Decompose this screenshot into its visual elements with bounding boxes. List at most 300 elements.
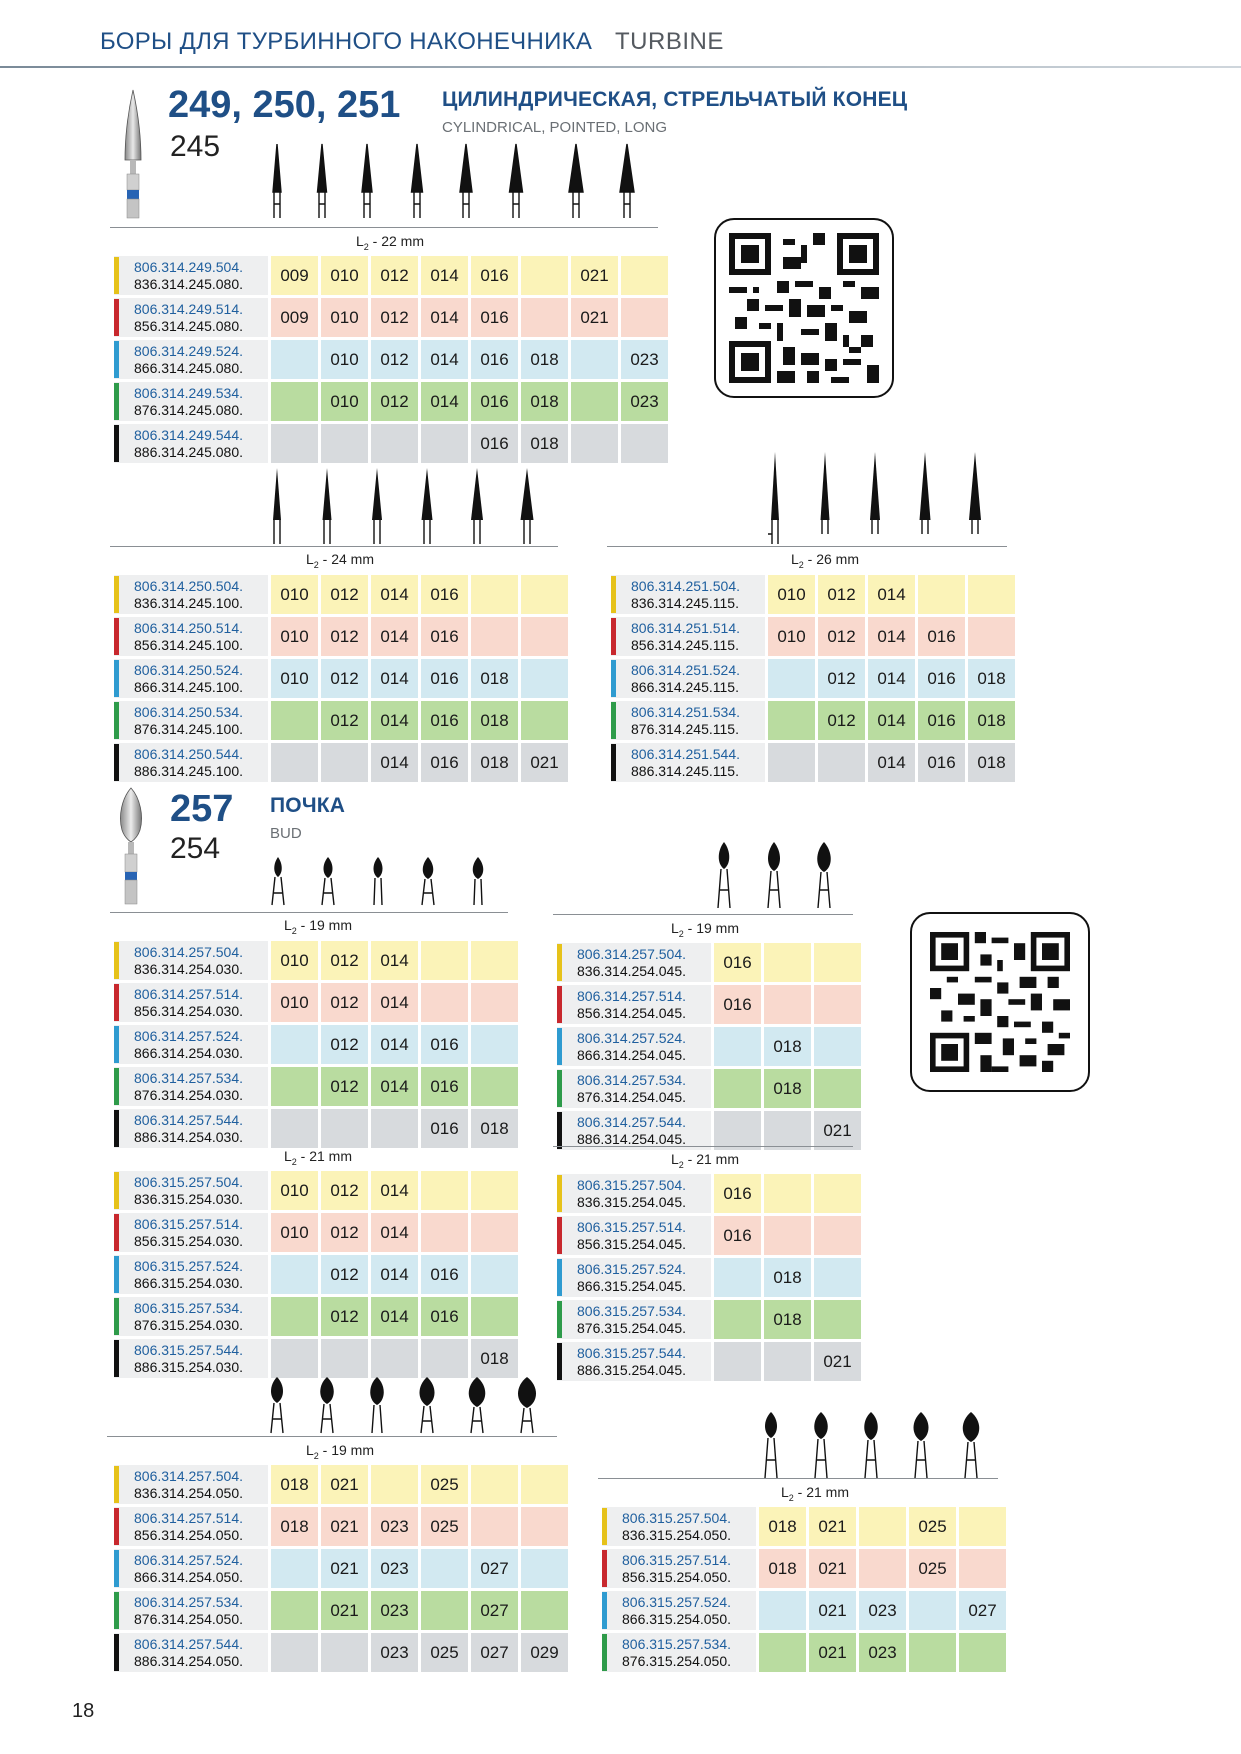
code-primary: 806.314.257.514. [577,987,686,1004]
size-cell: 018 [271,1465,318,1504]
size-cell: 010 [271,983,318,1022]
grit-color-stripe [114,984,119,1021]
size-cell: 012 [818,575,865,614]
table-row [114,1297,518,1336]
catalog-codes [557,1111,711,1150]
table-row [114,575,568,614]
grit-color-stripe [557,1028,562,1065]
size-cell [521,1549,568,1588]
size-cell [471,1067,518,1106]
code-primary: 806.314.257.524. [577,1029,686,1046]
shape-code: 254 [170,832,221,865]
size-cell: 012 [321,1025,368,1064]
size-cell: 010 [271,575,318,614]
size-cell [859,1549,906,1588]
bur-table-257-19mm [111,938,521,1151]
code-secondary: 886.314.245.080. [134,443,243,460]
size-cell [471,983,518,1022]
code-secondary: 866.314.245.100. [134,678,243,695]
size-cell: 021 [571,298,618,337]
size-cell: 014 [421,298,468,337]
grit-color-stripe [557,1112,562,1149]
size-cell [271,1255,318,1294]
table-row [557,1258,861,1297]
size-cell: 012 [321,1067,368,1106]
code-secondary: 886.314.254.050. [134,1652,243,1669]
catalog-codes [114,1067,268,1106]
code-secondary: 856.314.245.100. [134,636,243,653]
size-cell: 010 [321,340,368,379]
catalog-codes [557,943,711,982]
size-cell: 016 [421,1109,468,1148]
code-secondary: 866.315.254.045. [577,1277,686,1294]
catalog-codes [611,743,765,782]
size-cell: 016 [918,659,965,698]
grit-color-stripe [611,618,616,655]
catalog-codes [114,382,268,421]
page-header-title-en: TURBINE [615,28,724,55]
page-header-title-ru: БОРЫ ДЛЯ ТУРБИННОГО НАКОНЕЧНИКА [100,28,593,55]
size-cell: 018 [471,1339,518,1378]
size-cell: 012 [321,659,368,698]
bur-table-257-19mm-045 [554,940,864,1153]
grit-color-stripe [602,1634,607,1671]
size-cell [321,1633,368,1672]
catalog-codes [114,1213,268,1252]
size-cell: 018 [471,659,518,698]
size-cell [271,382,318,421]
size-cell [759,1591,806,1630]
table-row [114,743,568,782]
size-cell [271,340,318,379]
size-cell [968,617,1015,656]
grit-color-stripe [114,942,119,979]
size-cell: 021 [521,743,568,782]
code-primary: 806.315.257.534. [577,1302,686,1319]
catalog-codes [114,743,268,782]
grit-color-stripe [114,702,119,739]
catalog-codes [114,1549,268,1588]
page-number: 18 [72,1700,95,1722]
size-cell: 014 [371,1025,418,1064]
size-cell: 021 [809,1633,856,1672]
size-cell [571,340,618,379]
grit-color-stripe [602,1550,607,1587]
size-cell: 016 [471,340,518,379]
size-cell [471,1025,518,1064]
catalog-codes [114,340,268,379]
size-cell [714,1069,761,1108]
size-cell: 016 [421,1067,468,1106]
size-cell: 023 [621,340,668,379]
qr-code-icon [729,233,879,383]
grit-color-stripe [114,576,119,613]
size-cell: 014 [371,575,418,614]
bur-size-silhouettes [765,450,995,551]
grit-color-stripe [557,1301,562,1338]
code-secondary: 836.314.254.045. [577,962,686,979]
code-secondary: 886.315.254.045. [577,1361,686,1378]
size-cell [421,1171,468,1210]
bur-size-silhouettes [712,840,842,915]
size-cell: 014 [371,743,418,782]
code-secondary: 836.314.245.100. [134,594,243,611]
size-cell [814,1216,861,1255]
code-primary: 806.314.251.534. [631,703,740,720]
size-cell: 027 [959,1591,1006,1630]
size-cell [471,617,518,656]
length-label: $L_2 - 19$ mm [283,917,353,936]
code-primary: 806.314.257.544. [134,1111,243,1128]
length-label: $L_2 - 19$ mm [670,920,740,939]
size-cell: 018 [521,340,568,379]
catalog-codes [557,1216,711,1255]
size-cell: 016 [714,1174,761,1213]
qr-code-icon [930,932,1070,1072]
bur-size-silhouettes [264,1375,550,1440]
size-cell: 027 [471,1633,518,1672]
size-cell [471,1507,518,1546]
size-cell: 016 [421,659,468,698]
code-primary: 806.314.251.544. [631,745,740,762]
size-cell: 014 [371,617,418,656]
size-cell: 012 [321,1297,368,1336]
code-secondary: 876.315.254.045. [577,1319,686,1336]
bur-table-257-21mm [111,1168,521,1381]
size-cell: 027 [471,1591,518,1630]
size-cell: 016 [918,743,965,782]
size-cell: 014 [421,382,468,421]
catalog-codes [611,575,765,614]
catalog-codes [602,1633,756,1672]
size-cell [271,1297,318,1336]
code-primary: 806.315.257.514. [577,1218,686,1235]
code-secondary: 886.315.254.030. [134,1358,243,1375]
table-row [114,256,668,295]
grit-color-stripe [557,986,562,1023]
bur-photo-icon-254 [116,786,146,906]
size-cell: 021 [321,1549,368,1588]
code-primary: 806.314.257.534. [134,1069,243,1086]
size-cell: 014 [371,941,418,980]
table-row [611,617,1015,656]
catalog-codes [557,1342,711,1381]
size-cell: 014 [371,1297,418,1336]
size-cell [621,256,668,295]
grit-color-stripe [114,1256,119,1293]
code-primary: 806.314.249.534. [134,384,243,401]
catalog-codes [114,256,268,295]
size-cell: 010 [768,575,815,614]
table-row [114,298,668,337]
size-cell: 016 [421,575,468,614]
size-cell [714,1300,761,1339]
size-cell: 012 [321,1171,368,1210]
size-cell: 021 [809,1507,856,1546]
catalog-codes [114,1025,268,1064]
grit-color-stripe [114,1298,119,1335]
code-secondary: 856.314.254.030. [134,1002,243,1019]
table-rule [553,1146,853,1147]
size-cell [768,743,815,782]
catalog-codes [557,1300,711,1339]
size-cell: 016 [421,701,468,740]
size-cell: 016 [421,743,468,782]
size-cell: 014 [371,659,418,698]
code-primary: 806.314.257.524. [134,1027,243,1044]
catalog-codes [557,1258,711,1297]
code-primary: 806.314.257.534. [134,1593,243,1610]
catalog-codes [114,298,268,337]
size-cell [321,424,368,463]
grit-color-stripe [557,1343,562,1380]
catalog-codes [557,1027,711,1066]
size-cell [859,1507,906,1546]
size-cell [571,424,618,463]
size-cell: 021 [321,1591,368,1630]
grit-color-stripe [602,1592,607,1629]
code-primary: 806.314.250.524. [134,661,243,678]
grit-color-stripe [114,425,119,462]
table-row [557,1300,861,1339]
code-secondary: 866.315.254.050. [622,1610,731,1627]
size-cell [814,1174,861,1213]
grit-color-stripe [114,1068,119,1105]
size-cell: 009 [271,256,318,295]
bur-table-251 [608,572,1018,785]
table-row [114,659,568,698]
code-primary: 806.314.251.524. [631,661,740,678]
model-numbers: 249, 250, 251 [168,84,401,126]
table-row [557,1216,861,1255]
code-primary: 806.314.249.544. [134,426,243,443]
table-row [114,1025,518,1064]
size-cell: 018 [764,1069,811,1108]
size-cell: 023 [371,1549,418,1588]
size-cell [471,1255,518,1294]
shape-code: 245 [170,130,221,163]
code-secondary: 866.314.254.050. [134,1568,243,1585]
catalog-codes [114,941,268,980]
code-secondary: 836.315.254.045. [577,1193,686,1210]
catalog-codes [602,1549,756,1588]
table-row [602,1507,1006,1546]
size-cell: 014 [868,659,915,698]
catalog-codes [114,1297,268,1336]
size-cell: 025 [421,1465,468,1504]
size-cell: 018 [271,1507,318,1546]
code-primary: 806.314.250.544. [134,745,243,762]
size-cell: 023 [859,1591,906,1630]
grit-color-stripe [114,744,119,781]
size-cell [521,298,568,337]
bur-table-250 [111,572,571,785]
catalog-codes [557,985,711,1024]
code-secondary: 856.315.254.030. [134,1232,243,1249]
table-row [557,1111,861,1150]
code-primary: 806.314.251.504. [631,577,740,594]
size-cell [471,1297,518,1336]
code-primary: 806.314.257.534. [577,1071,686,1088]
table-row [602,1591,1006,1630]
length-label: $L_2 - 21$ mm [670,1151,740,1170]
table-row [114,424,668,463]
table-row [611,701,1015,740]
size-cell: 014 [371,1213,418,1252]
table-row [114,1591,568,1630]
bur-table-257-21mm-045 [554,1171,864,1384]
code-primary: 806.315.257.544. [577,1344,686,1361]
table-row [611,575,1015,614]
size-cell: 014 [868,617,915,656]
size-cell: 018 [764,1258,811,1297]
shape-title-en: BUD [270,825,302,842]
grit-color-stripe [611,576,616,613]
size-cell: 021 [809,1549,856,1588]
size-cell [764,1174,811,1213]
code-primary: 806.314.249.504. [134,258,243,275]
code-secondary: 836.314.254.030. [134,960,243,977]
size-cell: 023 [371,1591,418,1630]
code-secondary: 856.315.254.050. [622,1568,731,1585]
size-cell [968,575,1015,614]
size-cell: 016 [471,256,518,295]
size-cell: 012 [321,941,368,980]
size-cell [271,1109,318,1148]
size-cell: 016 [714,943,761,982]
size-cell: 018 [471,701,518,740]
size-cell: 014 [371,1067,418,1106]
grit-color-stripe [611,660,616,697]
table-rule [110,912,508,913]
size-cell [768,659,815,698]
table-row [114,617,568,656]
size-cell: 016 [421,1025,468,1064]
grit-color-stripe [114,1466,119,1503]
size-cell [818,743,865,782]
code-primary: 806.315.257.534. [134,1299,243,1316]
size-cell: 012 [371,256,418,295]
qr-code-frame[interactable] [714,218,894,398]
table-rule [110,546,558,547]
size-cell [371,1339,418,1378]
catalog-codes [114,617,268,656]
size-cell [814,1027,861,1066]
size-cell: 014 [421,256,468,295]
grit-color-stripe [611,744,616,781]
size-cell: 016 [471,382,518,421]
grit-color-stripe [114,660,119,697]
table-row [602,1633,1006,1672]
size-cell: 012 [321,575,368,614]
size-cell: 018 [471,743,518,782]
size-cell: 021 [809,1591,856,1630]
code-secondary: 836.315.254.030. [134,1190,243,1207]
size-cell: 014 [371,1255,418,1294]
size-cell: 012 [321,701,368,740]
size-cell [421,1549,468,1588]
size-cell [521,256,568,295]
size-cell [814,1258,861,1297]
catalog-codes [611,659,765,698]
size-cell [371,424,418,463]
header-divider [0,66,1241,68]
catalog-codes [602,1591,756,1630]
code-secondary: 866.314.245.115. [631,678,739,695]
size-cell [714,1258,761,1297]
grit-color-stripe [114,341,119,378]
size-cell [471,1171,518,1210]
qr-code-frame[interactable] [910,912,1090,1092]
table-row [557,1174,861,1213]
catalog-codes [602,1507,756,1546]
size-cell: 016 [421,1255,468,1294]
size-cell: 018 [521,382,568,421]
size-cell: 012 [321,983,368,1022]
size-cell: 021 [321,1507,368,1546]
code-primary: 806.314.257.514. [134,1509,243,1526]
code-primary: 806.314.257.544. [134,1635,243,1652]
table-row [114,1549,568,1588]
table-row [114,1213,518,1252]
grit-color-stripe [114,1550,119,1587]
code-primary: 806.315.257.544. [134,1341,243,1358]
size-cell: 009 [271,298,318,337]
grit-color-stripe [611,702,616,739]
size-cell: 012 [371,382,418,421]
length-label: $L_2 - 22$ mm [355,233,425,252]
catalog-codes [114,659,268,698]
table-row [557,943,861,982]
size-cell: 010 [271,941,318,980]
size-cell [421,1591,468,1630]
bur-table-249 [111,253,671,466]
catalog-codes [114,1339,268,1378]
code-primary: 806.314.249.514. [134,300,243,317]
code-primary: 806.314.250.514. [134,619,243,636]
code-primary: 806.314.257.524. [134,1551,243,1568]
size-cell: 018 [968,701,1015,740]
size-cell [521,1507,568,1546]
size-cell [571,382,618,421]
size-cell: 016 [421,1297,468,1336]
table-rule [598,1478,998,1479]
size-cell [271,424,318,463]
code-secondary: 856.314.254.050. [134,1526,243,1543]
size-cell [814,1300,861,1339]
length-label: $L_2 - 19$ mm [305,1442,375,1461]
code-secondary: 886.314.245.115. [631,762,739,779]
bur-photo-icon-245 [118,88,148,220]
shape-title-ru: ПОЧКА [270,794,346,817]
size-cell: 012 [818,659,865,698]
grit-color-stripe [114,1026,119,1063]
size-cell [764,1111,811,1150]
size-cell: 025 [421,1507,468,1546]
size-cell: 012 [371,298,418,337]
size-cell [271,1549,318,1588]
code-secondary: 876.314.254.045. [577,1088,686,1105]
code-primary: 806.315.257.514. [622,1551,731,1568]
size-cell: 012 [818,701,865,740]
code-secondary: 876.314.245.115. [631,720,739,737]
code-secondary: 856.314.254.045. [577,1004,686,1021]
size-cell: 012 [321,1213,368,1252]
size-cell [714,1342,761,1381]
code-secondary: 876.314.245.080. [134,401,243,418]
size-cell [421,1213,468,1252]
size-cell [321,1109,368,1148]
